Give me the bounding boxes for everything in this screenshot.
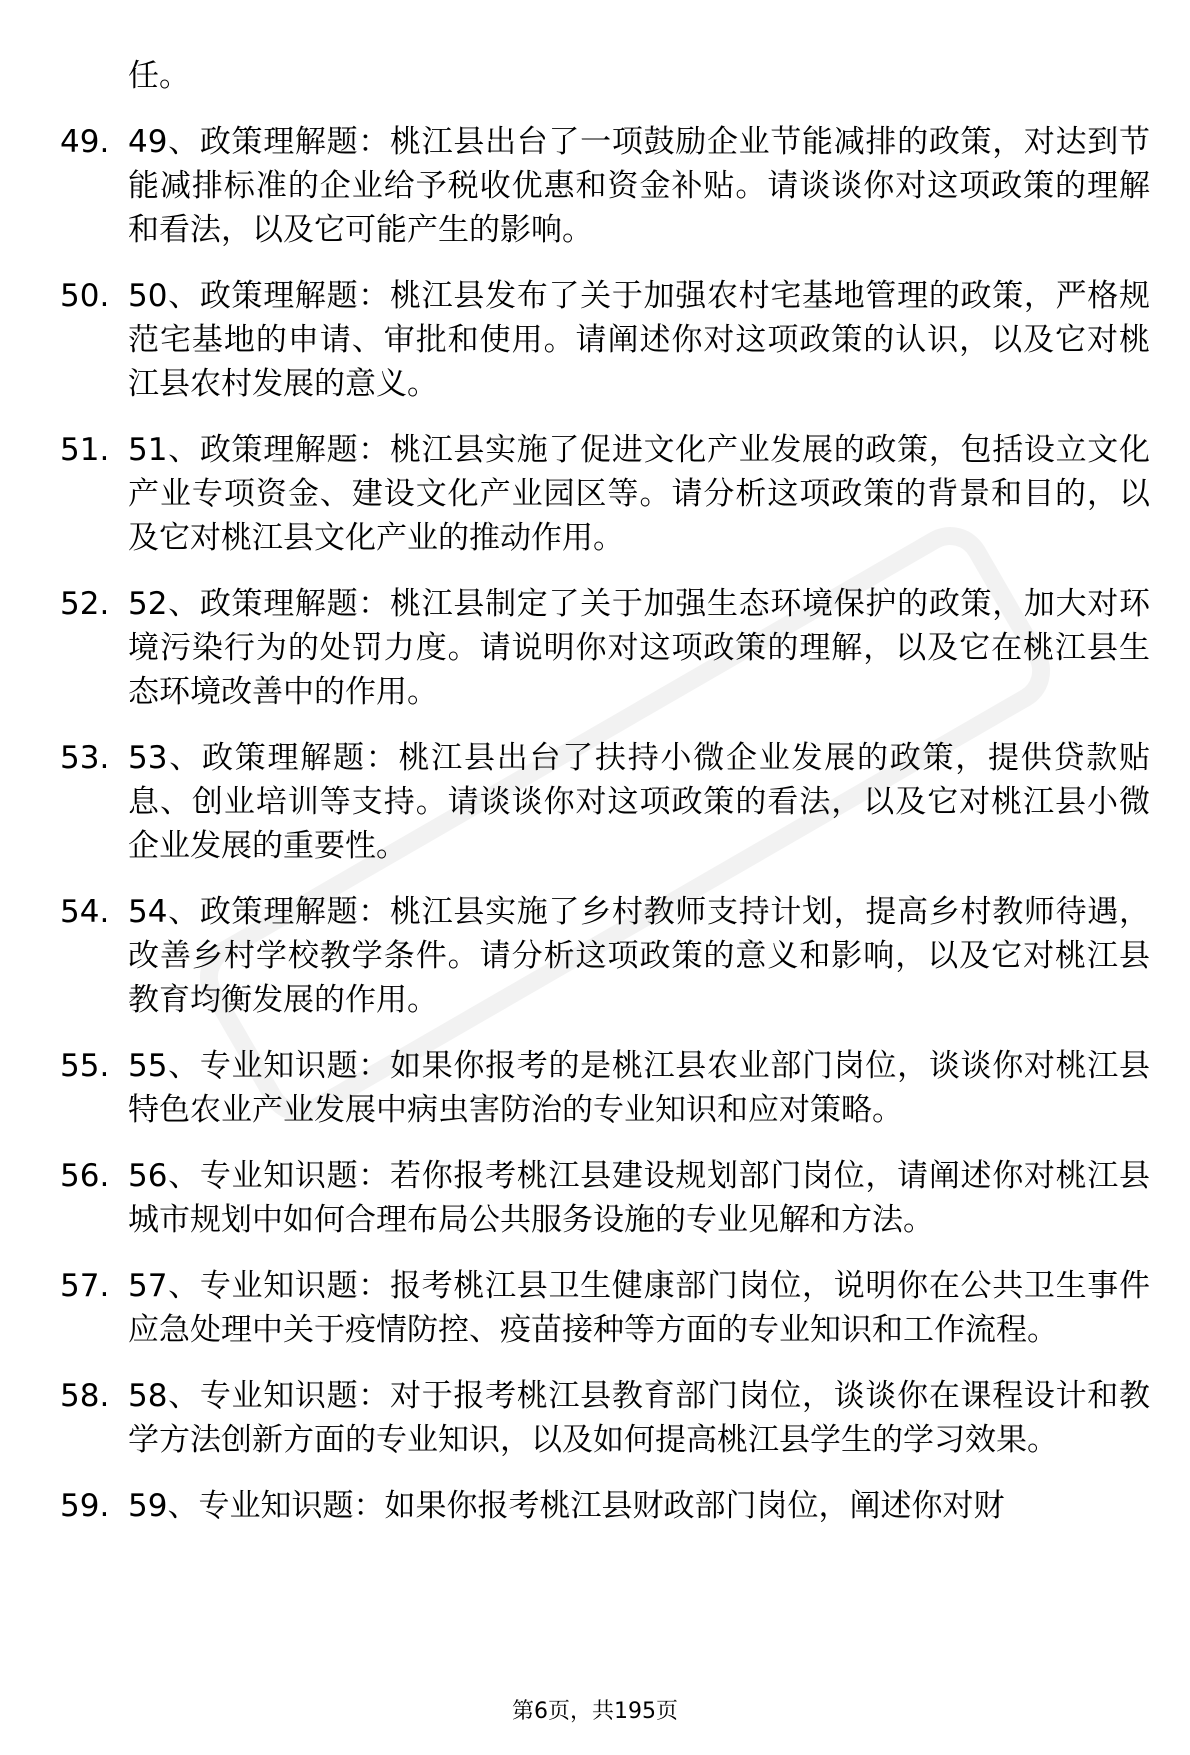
question-list bbox=[60, 54, 1150, 1550]
question-number: 51. bbox=[60, 432, 110, 468]
question-number: 49. bbox=[60, 124, 110, 160]
question-number: 54. bbox=[60, 894, 110, 930]
question-item bbox=[60, 120, 1150, 252]
question-item bbox=[60, 1484, 1150, 1528]
page-footer: 第6页，共195页 bbox=[512, 1699, 678, 1724]
continuation-text: 任。 bbox=[128, 58, 190, 94]
question-text: 57、专业知识题：报考桃江县卫生健康部门岗位，说明你在公共卫生事件应急处理中关于疫情防控、疫苗接种等方面的专业知识和工作流程。 bbox=[128, 1268, 1150, 1348]
question-number: 57. bbox=[60, 1268, 110, 1304]
question-item bbox=[60, 890, 1150, 1022]
question-text: 50、政策理解题：桃江县发布了关于加强农村宅基地管理的政策，严格规范宅基地的申请、审批和使用。请阐述你对这项政策的认识，以及它对桃江县农村发展的意义。 bbox=[128, 278, 1150, 402]
question-number: 59. bbox=[60, 1488, 110, 1524]
question-number: 56. bbox=[60, 1158, 110, 1194]
question-number: 55. bbox=[60, 1048, 110, 1084]
question-item bbox=[60, 274, 1150, 406]
question-number: 52. bbox=[60, 586, 110, 622]
question-item bbox=[60, 1374, 1150, 1462]
question-text: 54、政策理解题：桃江县实施了乡村教师支持计划，提高乡村教师待遇，改善乡村学校教学条件。请分析这项政策的意义和影响，以及它对桃江县教育均衡发展的作用。 bbox=[128, 894, 1150, 1018]
question-number: 53. bbox=[60, 740, 110, 776]
question-text: 49、政策理解题：桃江县出台了一项鼓励企业节能减排的政策，对达到节能减排标准的企业给予税收优惠和资金补贴。请谈谈你对这项政策的理解和看法，以及它可能产生的影响。 bbox=[128, 124, 1150, 248]
question-item bbox=[60, 1154, 1150, 1242]
question-text: 52、政策理解题：桃江县制定了关于加强生态环境保护的政策，加大对环境污染行为的处罚力度。请说明你对这项政策的理解，以及它在桃江县生态环境改善中的作用。 bbox=[128, 586, 1150, 710]
question-text: 53、政策理解题：桃江县出台了扶持小微企业发展的政策，提供贷款贴息、创业培训等支持。请谈谈你对这项政策的看法，以及它对桃江县小微企业发展的重要性。 bbox=[128, 740, 1150, 864]
question-text: 56、专业知识题：若你报考桃江县建设规划部门岗位，请阐述你对桃江县城市规划中如何合理布局公共服务设施的专业见解和方法。 bbox=[128, 1158, 1150, 1238]
question-text: 51、政策理解题：桃江县实施了促进文化产业发展的政策，包括设立文化产业专项资金、建设文化产业园区等。请分析这项政策的背景和目的，以及它对桃江县文化产业的推动作用。 bbox=[128, 432, 1150, 556]
question-number: 50. bbox=[60, 278, 110, 314]
question-item bbox=[60, 1264, 1150, 1352]
question-item bbox=[60, 582, 1150, 714]
question-text: 58、专业知识题：对于报考桃江县教育部门岗位，谈谈你在课程设计和教学方法创新方面的专业知识，以及如何提高桃江县学生的学习效果。 bbox=[128, 1378, 1150, 1458]
question-number: 58. bbox=[60, 1378, 110, 1414]
question-item bbox=[60, 1044, 1150, 1132]
question-text: 55、专业知识题：如果你报考的是桃江县农业部门岗位，谈谈你对桃江县特色农业产业发展中病虫害防治的专业知识和应对策略。 bbox=[128, 1048, 1150, 1128]
question-text: 59、专业知识题：如果你报考桃江县财政部门岗位，阐述你对财 bbox=[128, 1488, 1005, 1524]
question-item bbox=[60, 428, 1150, 560]
question-item bbox=[60, 736, 1150, 868]
